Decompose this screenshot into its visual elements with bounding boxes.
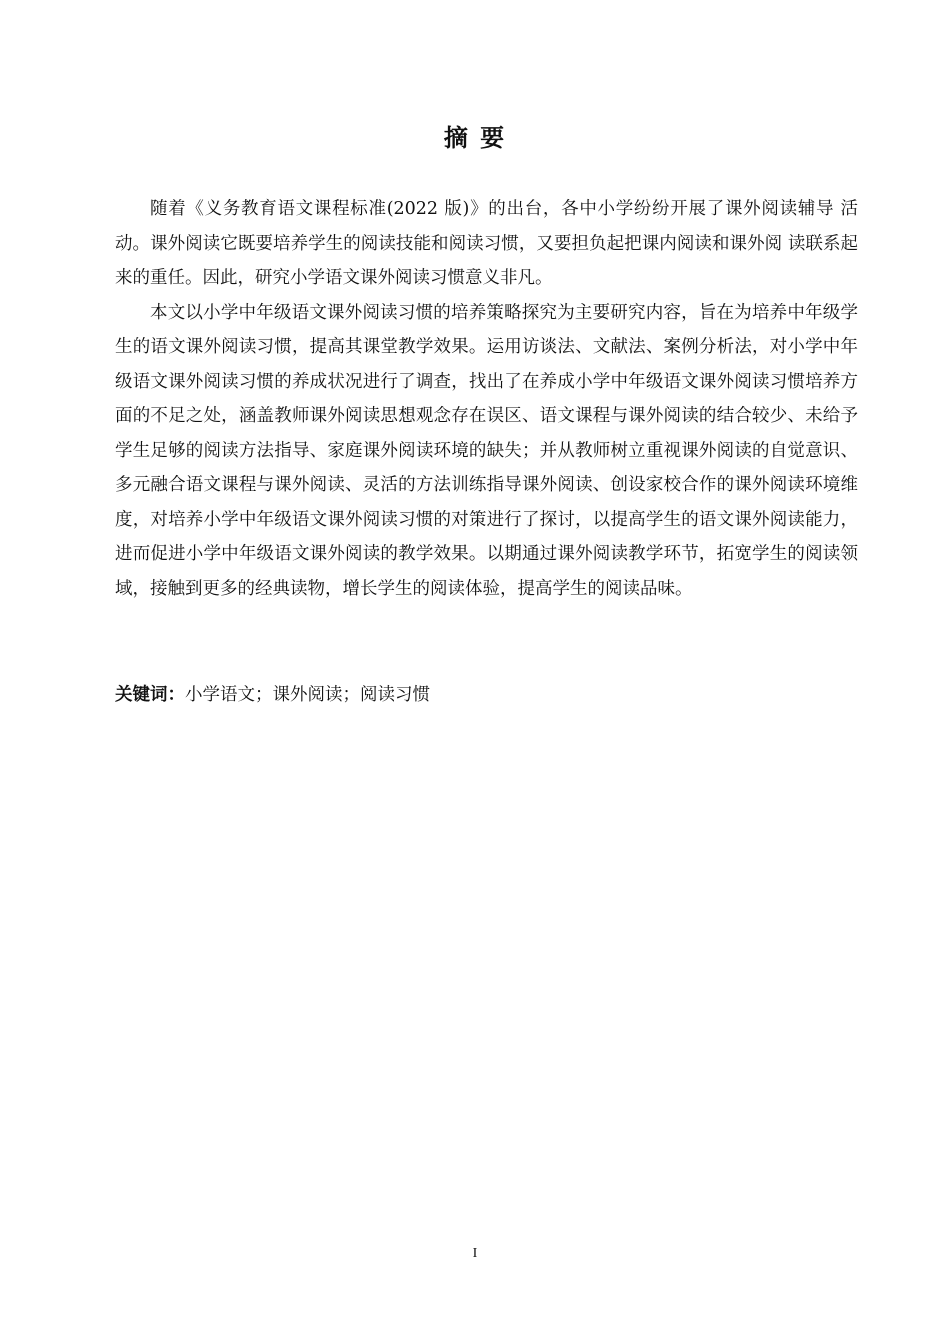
abstract-title: 摘 要 bbox=[443, 124, 507, 152]
abstract-paragraph-1: 随着《义务教育语文课程标准(2022 版)》的出台，各中小学纷纷开展了课外阅读辅导 活动。课外阅读它既要培养学生的阅读技能和阅读习惯，又要担负起把课内阅读和课外阅 读联系起来的重任。因此，研究小学语文课外阅读习惯意义非凡。 bbox=[115, 199, 858, 288]
keywords-line bbox=[115, 678, 858, 712]
keywords-label: 关键词： bbox=[115, 685, 185, 705]
keywords-value: 小学语文；课外阅读；阅读习惯 bbox=[185, 685, 430, 705]
abstract-body bbox=[115, 192, 858, 606]
page-number: I bbox=[472, 1246, 478, 1261]
abstract-paragraph-2: 本文以小学中年级语文课外阅读习惯的培养策略探究为主要研究内容，旨在为培养中年级学生的语文课外阅读习惯，提高其课堂教学效果。运用访谈法、文献法、案例分析法，对小学中年级语文课外阅读习惯的养成状况进行了调查，找出了在养成小学中年级语文课外阅读习惯培养方面的不足之处，涵盖教师课外阅读思想观念存在误区、语文课程与课外阅读的结合较少、未给予学生足够的阅读方法指导、家庭课外阅读环境的缺失；并从教师树立重视课外阅读的自觉意识、多元融合语文课程与课外阅读、灵活的方法训练指导课外阅读、创设家校合作的课外阅读环境维度，对培养小学中年级语文课外阅读习惯的对策进行了探讨，以提高学生的语文课外阅读能力，进而促进小学中年级语文课外阅读的教学效果。以期通过课外阅读教学环节，拓宽学生的阅读领域，接触到更多的经典读物，增长学生的阅读体验，提高学生的阅读品味。 bbox=[115, 302, 858, 599]
